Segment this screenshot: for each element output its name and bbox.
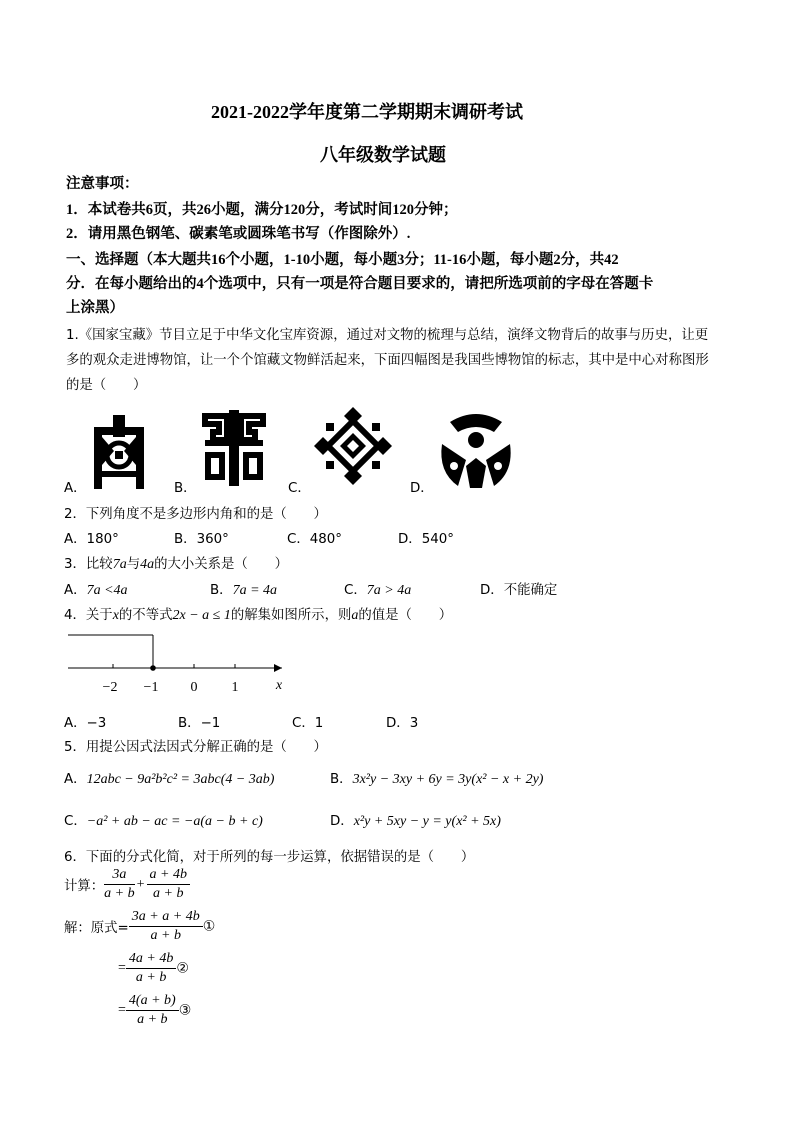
q6-calc-fraction-1-denominator: a + b <box>104 886 135 901</box>
q4-option-c: C．1 <box>292 716 324 731</box>
q6-step-3-numerator: 4(a + b) <box>126 992 179 1011</box>
museum-logo-a-image <box>90 415 148 490</box>
q1-stem-line-2: 多的观众走进博物馆，让一个个馆藏文物鲜活起来，下面四幅图是我国些博物馆的标志，其中是中心对称图形 <box>66 353 709 368</box>
q4-option-d: D．3 <box>386 716 419 731</box>
q6-solution-step-2 <box>118 950 189 987</box>
notice-item-1: 1．本试卷共6页，共26小题，满分120分，考试时间120分钟； <box>66 202 458 218</box>
q6-calc-line <box>64 866 190 903</box>
q4-option-a: A．−3 <box>64 716 107 731</box>
q6-step-1-numerator: 3a + a + 4b <box>129 908 203 927</box>
q5-option-d-expr: x²y + 5xy − y = y(x² + 5x) <box>353 814 501 829</box>
q6-step-2-fraction <box>126 950 176 987</box>
q1-option-b-label: B． <box>174 481 197 496</box>
q6-step-1-denominator: a + b <box>150 928 181 943</box>
q4-stem-inequality: 2x − a ≤ 1 <box>172 608 231 623</box>
q3-option-b-expr: 7a = 4a <box>232 583 278 598</box>
museum-logo-c-image <box>312 405 394 487</box>
q6-step-2-denominator: a + b <box>135 970 167 985</box>
q5-option-d <box>330 810 501 830</box>
q5-option-b <box>330 768 543 788</box>
q5-option-b-expr: 3x²y − 3xy + 6y = 3y(x² − x + 2y) <box>352 772 544 787</box>
q3-stem <box>64 553 288 573</box>
q6-step-1-fraction <box>129 908 203 945</box>
q6-step-3-fraction <box>126 992 179 1029</box>
q5-option-b-label: B． <box>330 772 353 787</box>
q5-option-c <box>64 810 263 830</box>
q2-option-a: A．180° <box>64 532 119 547</box>
notice-item-2: 2．请用黑色钢笔、碳素笔或圆珠笔书写（作图除外）. <box>66 226 411 242</box>
q3-stem-expr-1: 7a <box>112 557 127 572</box>
q1-stem-line-1: 1.《国家宝藏》节目立足于中华文化宝库资源，通过对文物的梳理与总结，演绎文物背后的故事与历史，让更 <box>66 328 709 343</box>
q2-option-c: C．480° <box>287 532 342 547</box>
q4-axis-arrow-icon <box>274 664 282 672</box>
q5-stem: 5．用提公因式法因式分解正确的是（ ） <box>64 740 327 755</box>
q5-option-a-label: A． <box>64 772 87 787</box>
q5-option-c-expr: −a² + ab − ac = −a(a − b + c) <box>86 814 263 829</box>
q1-stem-line-3: 的是（ ） <box>66 378 147 393</box>
q3-option-a <box>64 579 128 599</box>
q3-stem-middle: 与 <box>126 557 141 572</box>
q6-calc-fraction-1 <box>104 866 134 903</box>
q5-option-d-label: D． <box>330 814 354 829</box>
q5-option-a-expr: 12abc − 9a²b²c² = 3abc(4 − 3ab) <box>86 772 275 787</box>
q4-tick-label: −2 <box>102 680 118 695</box>
q4-tick-label: −1 <box>143 680 159 695</box>
q6-step-2-marker: ② <box>176 960 189 977</box>
museum-logo-d-image <box>436 410 516 490</box>
q6-step-1-marker: ① <box>202 918 216 935</box>
q4-stem-middle-2: 的解集如图所示，则 <box>230 608 352 623</box>
q2-option-b: B．360° <box>174 532 229 547</box>
q3-option-c-expr: 7a > 4a <box>366 583 412 598</box>
q3-stem-suffix: 的大小关系是（ ） <box>154 557 288 572</box>
q3-option-b <box>210 579 277 599</box>
q3-option-a-expr: 7a <4a <box>86 583 128 598</box>
q6-solution-step-3 <box>118 992 191 1029</box>
q4-stem-var-2: a <box>351 608 359 623</box>
q6-calc-fraction-2-denominator: a + b <box>153 886 184 901</box>
q6-step-3-denominator: a + b <box>137 1012 168 1027</box>
exam-subtitle: 八年级数学试题 <box>320 145 446 165</box>
q6-step-3-marker: ③ <box>178 1002 192 1019</box>
q3-option-a-label: A． <box>64 583 87 598</box>
exam-title: 2021-2022学年度第二学期期末调研考试 <box>211 102 523 122</box>
q1-option-d-label: D． <box>410 481 434 496</box>
q6-solution-label: 解：原式= <box>64 921 129 936</box>
q6-calc-fraction-2 <box>147 866 190 903</box>
q3-option-b-label: B． <box>210 583 233 598</box>
q4-stem <box>64 604 452 624</box>
section-1-heading-line-3: 上涂黑） <box>66 300 124 316</box>
q6-step-3-equals: = <box>118 1002 126 1018</box>
q3-option-c-label: C． <box>344 583 367 598</box>
q4-stem-var: x <box>112 608 119 623</box>
q1-option-a-label: A． <box>64 481 87 496</box>
q4-stem-suffix: 的值是（ ） <box>358 608 453 623</box>
q6-step-2-equals: = <box>118 960 126 976</box>
q3-stem-prefix: 3．比较 <box>64 557 113 572</box>
q4-axis-variable: x <box>275 678 283 693</box>
q5-option-c-label: C． <box>64 814 87 829</box>
q2-stem: 2．下列角度不是多边形内角和的是（ ） <box>64 507 327 522</box>
section-1-heading-line-1: 一、选择题（本大题共16个小题，1-10小题，每小题3分；11-16小题，每小题2分，共42 <box>66 252 619 268</box>
q6-calc-fraction-2-numerator: a + 4b <box>147 866 190 885</box>
q4-stem-prefix: 4．关于 <box>64 608 113 623</box>
q2-option-d: D．540° <box>398 532 454 547</box>
q4-solid-point <box>150 665 156 671</box>
q4-stem-middle: 的不等式 <box>118 608 173 623</box>
q4-option-b: B．−1 <box>178 716 221 731</box>
q4-tick-label: 1 <box>231 680 239 695</box>
q3-option-c <box>344 579 411 599</box>
section-1-heading-line-2: 分．在每小题给出的4个选项中，只有一项是符合题目要求的，请把所选项前的字母在答题卡 <box>66 276 654 292</box>
q6-step-2-numerator: 4a + 4b <box>126 950 176 969</box>
q4-number-line <box>60 628 300 698</box>
q6-calc-label: 计算： <box>64 879 105 894</box>
q3-stem-expr-2: 4a <box>140 557 155 572</box>
notice-label: 注意事项： <box>66 176 139 192</box>
q6-solution-step-1 <box>64 908 215 945</box>
q6-calc-fraction-1-numerator: 3a <box>104 866 134 885</box>
museum-logo-b-image <box>201 410 267 486</box>
q5-option-a <box>64 768 274 788</box>
q1-option-c-label: C． <box>288 481 311 496</box>
q3-option-d: D．不能确定 <box>480 583 558 598</box>
q4-tick-label: 0 <box>190 680 198 695</box>
q6-stem: 6．下面的分式化简，对于所列的每一步运算，依据错误的是（ ） <box>64 850 475 865</box>
q6-calc-plus-sign: + <box>136 876 145 892</box>
